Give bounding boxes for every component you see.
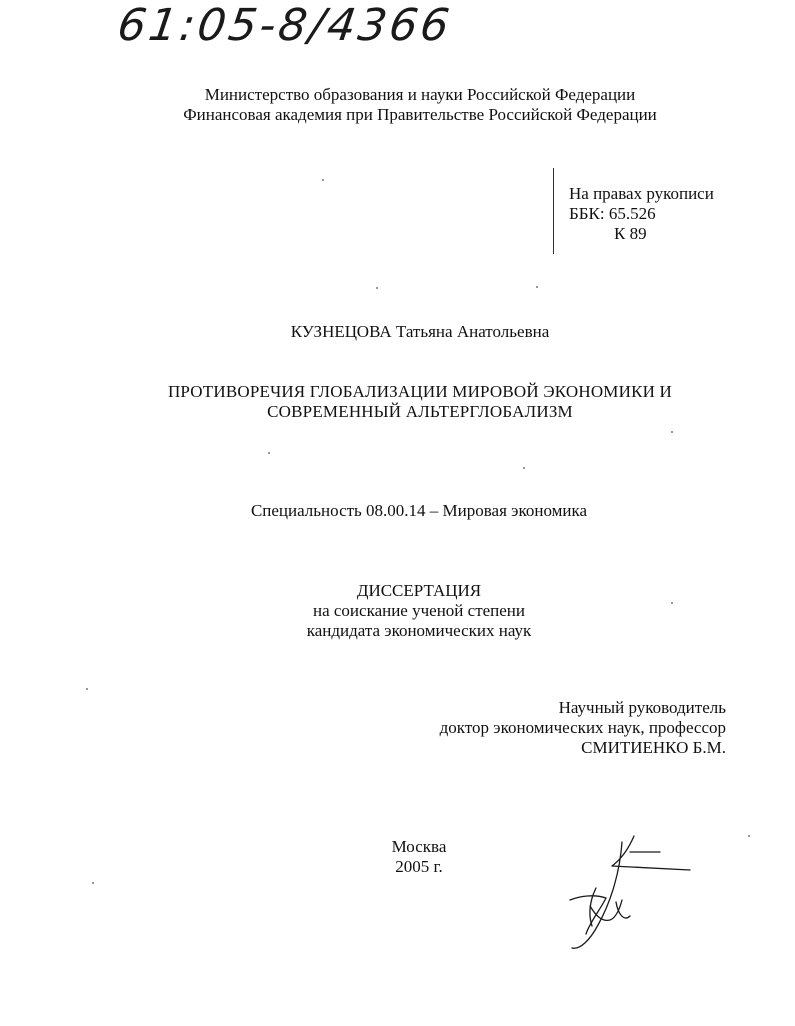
supervisor-role: Научный руководитель — [558, 698, 726, 717]
scan-speck — [523, 467, 525, 469]
specialty: Специальность 08.00.14 – Мировая экономика — [250, 501, 588, 520]
signature-icon — [550, 830, 700, 960]
degree-purpose: на соискание ученой степени — [312, 601, 526, 620]
academy-name: Финансовая академия при Правительстве Российской Федерации — [183, 105, 657, 124]
scan-speck — [671, 431, 673, 433]
supervisor-name: СМИТИЕНКО Б.М. — [581, 738, 726, 757]
thesis-title-line1: ПРОТИВОРЕЧИЯ ГЛОБАЛИЗАЦИИ МИРОВОЙ ЭКОНОМИКИ И — [167, 382, 673, 401]
scan-speck — [86, 688, 88, 690]
author-name: КУЗНЕЦОВА Татьяна Анатольевна — [290, 322, 550, 341]
supervisor-degree: доктор экономических наук, профессор — [439, 718, 726, 737]
archive-code: 61:05-8/4366 — [114, 0, 456, 51]
scan-speck — [322, 179, 324, 181]
rights-divider — [553, 168, 557, 254]
scan-speck — [376, 287, 378, 289]
city: Москва — [391, 837, 447, 856]
ministry-name: Министерство образования и науки Российской Федерации — [204, 85, 636, 104]
rights-line: На правах рукописи — [569, 184, 714, 203]
scan-speck — [536, 286, 538, 288]
bbk-code: ББК: 65.526 — [569, 204, 656, 223]
degree-name: кандидата экономических наук — [306, 621, 532, 640]
scan-speck — [268, 452, 270, 454]
year: 2005 г. — [395, 857, 443, 876]
author-mark: К 89 — [614, 224, 647, 243]
scan-speck — [671, 602, 673, 604]
scan-speck — [748, 835, 750, 837]
scan-speck — [92, 882, 94, 884]
dissertation-heading: ДИССЕРТАЦИЯ — [356, 581, 482, 600]
thesis-title-line2: СОВРЕМЕННЫЙ АЛЬТЕРГЛОБАЛИЗМ — [267, 402, 573, 421]
